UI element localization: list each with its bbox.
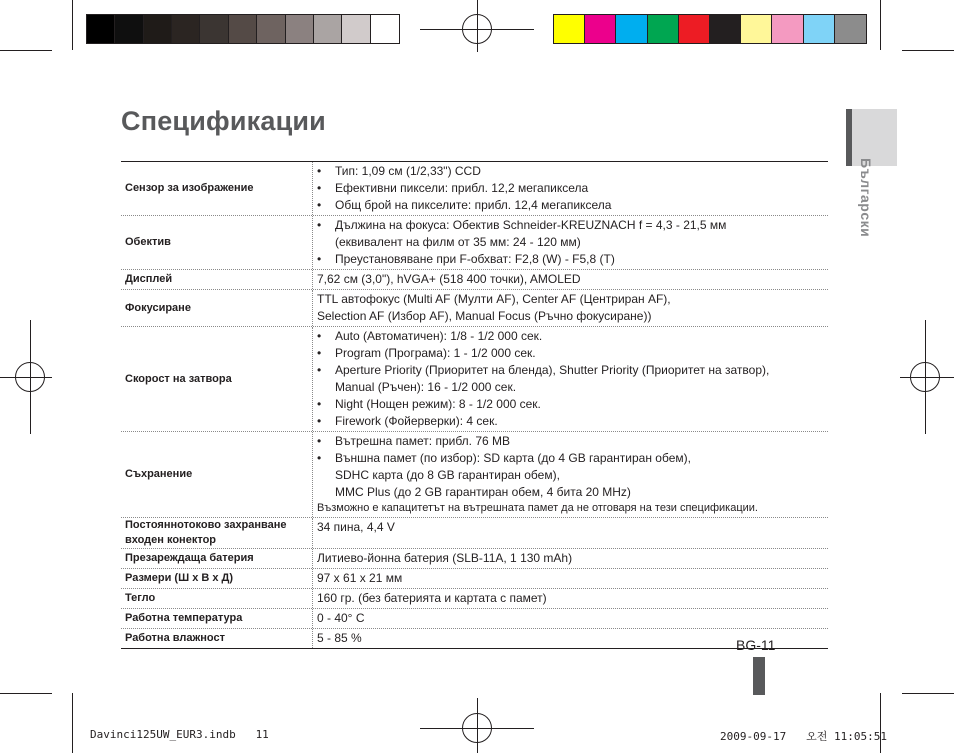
spec-row — [121, 629, 828, 648]
color-swatch — [772, 15, 803, 43]
crop-mark — [0, 50, 52, 51]
spec-text: 5 - 85 % — [317, 631, 362, 645]
crop-mark — [902, 693, 954, 694]
color-swatch — [144, 15, 172, 43]
color-swatch — [87, 15, 115, 43]
bullet-text: Външна памет (по избор): SD карта (до 4 GB гарантиран обем), SDHC карта (до 8 GB гарантиран обем), MMC Plus (до 2 GB гарантиран обем, 4 бита 20 MHz) — [335, 451, 691, 499]
registration-crosshair — [477, 698, 478, 753]
spec-label: Работна влажност — [121, 629, 313, 648]
spec-label: Обектив — [121, 216, 313, 269]
crop-mark — [0, 693, 52, 694]
spec-value — [313, 609, 828, 628]
bullet-dot: • — [317, 252, 322, 266]
color-swatch — [314, 15, 342, 43]
color-swatch — [115, 15, 143, 43]
bullet-text: Преустановяване при F-обхват: F2,8 (W) - F5,8 (T) — [335, 252, 615, 266]
spec-row — [121, 270, 828, 290]
spec-bullet — [317, 197, 828, 214]
bullet-dot: • — [317, 414, 322, 428]
registration-crosshair — [0, 377, 52, 378]
spec-text: TTL автофокус (Multi AF (Мулти AF), Center AF (Центриран AF), Selection AF (Избор AF), Manual Focus (Ръчно фокусиране)) — [317, 292, 671, 323]
spec-value — [313, 290, 828, 326]
color-swatch — [371, 15, 399, 43]
bullet-dot: • — [317, 434, 322, 448]
spec-value — [313, 518, 828, 548]
crop-mark — [880, 693, 881, 753]
spec-bullet — [317, 362, 828, 396]
spec-bullet — [317, 328, 828, 345]
registration-crosshair — [900, 377, 954, 378]
bullet-text: Aperture Priority (Приоритет на бленда), Shutter Priority (Приоритет на затвор), Manual (Ръчен): 16 - 1/2 000 сек. — [335, 363, 770, 394]
spec-row — [121, 549, 828, 569]
bullet-text: Общ брой на пикселите: прибл. 12,4 мегапиксела — [335, 198, 612, 212]
spec-bullet — [317, 251, 828, 268]
spec-row — [121, 609, 828, 629]
registration-crosshair — [30, 320, 31, 434]
color-swatch — [286, 15, 314, 43]
page-number-bar — [753, 657, 765, 695]
color-swatch — [741, 15, 772, 43]
color-swatch — [616, 15, 647, 43]
spec-label: Размери (Ш x В x Д) — [121, 569, 313, 588]
spec-bullet — [317, 345, 828, 362]
crop-mark — [72, 693, 73, 753]
bullet-text: Тип: 1,09 см (1/2,33") CCD — [335, 164, 481, 178]
spec-value — [313, 216, 828, 269]
color-swatch — [710, 15, 741, 43]
spec-bullet — [317, 450, 828, 501]
registration-crosshair — [925, 320, 926, 434]
color-swatch — [172, 15, 200, 43]
spec-row — [121, 432, 828, 518]
bullet-dot: • — [317, 198, 322, 212]
spec-bullet — [317, 396, 828, 413]
spec-bullet — [317, 163, 828, 180]
spec-value — [313, 569, 828, 588]
spec-text: 34 пина, 4,4 V — [317, 520, 395, 534]
bullet-text: Дължина на фокуса: Обектив Schneider-KREUZNACH f = 4,3 - 21,5 мм (еквивалент на филм от 35 мм: 24 - 120 мм) — [335, 218, 727, 249]
spec-bullet — [317, 180, 828, 197]
bullet-text: Вътрешна памет: прибл. 76 MB — [335, 434, 511, 448]
bullet-text: Night (Нощен режим): 8 - 1/2 000 сек. — [335, 397, 541, 411]
color-swatch — [585, 15, 616, 43]
crop-mark — [902, 50, 954, 51]
color-swatch — [554, 15, 585, 43]
color-swatch — [679, 15, 710, 43]
bullet-text: Firework (Фойерверки): 4 сек. — [335, 414, 498, 428]
color-swatch — [200, 15, 228, 43]
bullet-dot: • — [317, 164, 322, 178]
spec-note: Възможно е капацитетът на вътрешната памет да не отговаря на тези спецификации. — [317, 502, 758, 514]
bullet-dot: • — [317, 451, 322, 465]
spec-text: 7,62 см (3,0"), hVGA+ (518 400 точки), AMOLED — [317, 272, 581, 286]
spec-value — [313, 589, 828, 608]
bullet-dot: • — [317, 397, 322, 411]
spec-row — [121, 518, 828, 549]
spec-row — [121, 327, 828, 432]
footer-timestamp: 2009-09-17 오전 11:05:51 — [720, 730, 887, 743]
spec-label: Дисплей — [121, 270, 313, 289]
crop-mark — [880, 0, 881, 50]
page-number: BG-11 — [736, 637, 776, 653]
page-title: Спецификации — [121, 106, 326, 136]
bullet-text: Auto (Автоматичен): 1/8 - 1/2 000 сек. — [335, 329, 543, 343]
spec-label: Фокусиране — [121, 290, 313, 326]
color-swatch — [229, 15, 257, 43]
crop-mark — [72, 0, 73, 50]
spec-label: Постояннотоково захранване входен конектор — [121, 518, 313, 548]
spec-text: 97 x 61 x 21 мм — [317, 571, 403, 585]
spec-row — [121, 569, 828, 589]
color-swatch — [648, 15, 679, 43]
spec-text: Литиево-йонна батерия (SLB-11A, 1 130 mAh) — [317, 551, 573, 565]
language-tab-strip — [846, 109, 852, 166]
spec-value — [313, 327, 828, 431]
spec-row — [121, 162, 828, 216]
process-color-bar — [553, 14, 867, 44]
bullet-dot: • — [317, 363, 322, 377]
grayscale-color-bar — [86, 14, 400, 44]
spec-label: Тегло — [121, 589, 313, 608]
registration-crosshair — [477, 0, 478, 52]
spec-value — [313, 432, 828, 517]
spec-label: Скорост на затвора — [121, 327, 313, 431]
color-swatch — [257, 15, 285, 43]
spec-text: 0 - 40° C — [317, 611, 365, 625]
spec-row — [121, 290, 828, 327]
footer-file-slug: Davinci125UW_EUR3.indb 11 — [90, 728, 269, 741]
spec-value — [313, 162, 828, 215]
spec-label: Работна температура — [121, 609, 313, 628]
bullet-dot: • — [317, 346, 322, 360]
color-swatch — [835, 15, 866, 43]
spec-text: 160 гр. (без батерията и картата с памет) — [317, 591, 547, 605]
bullet-dot: • — [317, 181, 322, 195]
spec-bullet — [317, 433, 828, 450]
spec-label: Презареждаща батерия — [121, 549, 313, 568]
bullet-text: Ефективни пиксели: прибл. 12,2 мегапиксела — [335, 181, 589, 195]
bullet-dot: • — [317, 329, 322, 343]
spec-row — [121, 589, 828, 609]
spec-value — [313, 549, 828, 568]
language-label: Български — [858, 158, 874, 238]
spec-bullet — [317, 413, 828, 430]
spec-bullet — [317, 217, 828, 251]
spec-table — [121, 161, 828, 649]
spec-row — [121, 216, 828, 270]
spec-value — [313, 270, 828, 289]
color-swatch — [804, 15, 835, 43]
bullet-text: Program (Програма): 1 - 1/2 000 сек. — [335, 346, 536, 360]
spec-label: Сензор за изображение — [121, 162, 313, 215]
spec-label: Съхранение — [121, 432, 313, 517]
color-swatch — [342, 15, 370, 43]
bullet-dot: • — [317, 218, 322, 232]
